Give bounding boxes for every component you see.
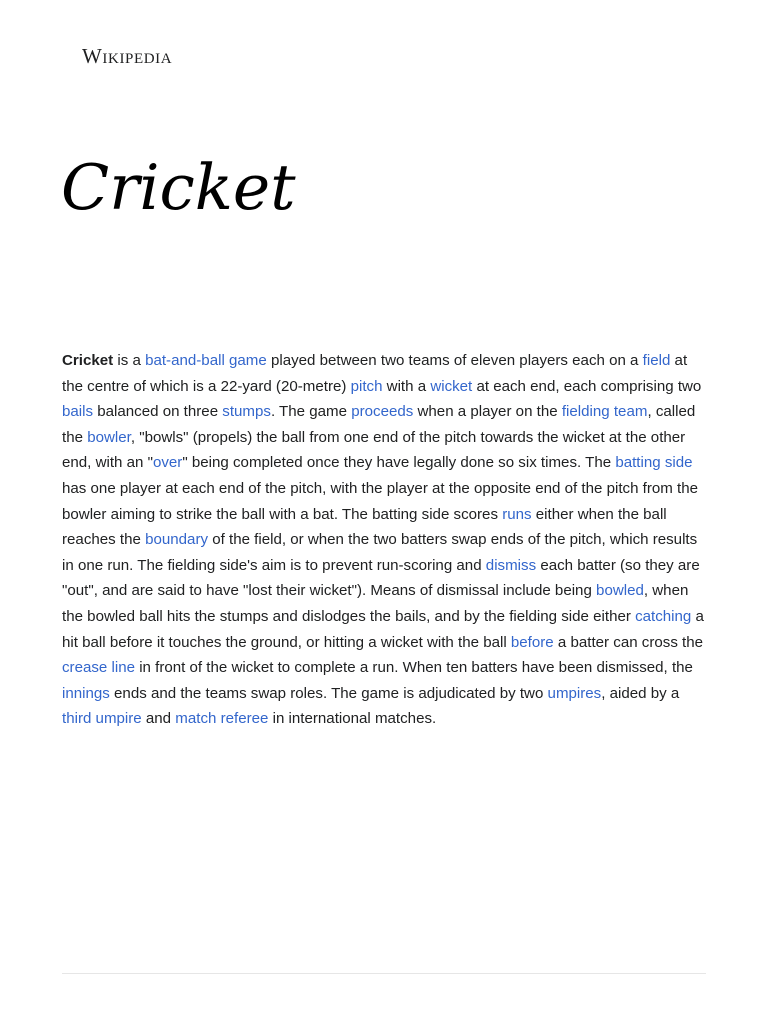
body-text: when a player on the	[413, 403, 562, 421]
link-runs[interactable]: runs	[502, 505, 532, 523]
body-text: each batter (so they are "out", and are said to have "lost their wicket"). Means of dismissal include being	[62, 556, 700, 600]
link-bails[interactable]: bails	[62, 403, 94, 421]
link-bowler[interactable]: bowler	[87, 428, 131, 446]
link-innings[interactable]: innings	[62, 684, 110, 702]
link-catching[interactable]: catching	[635, 607, 692, 625]
footer-divider	[62, 973, 706, 974]
link-wicket[interactable]: wicket	[430, 377, 473, 395]
link-before[interactable]: before	[510, 633, 554, 651]
body-text: with a	[382, 377, 431, 395]
link-boundary[interactable]: boundary	[145, 531, 209, 549]
wikipedia-logo[interactable]: Wikipedia	[82, 44, 173, 68]
article-subject-bold: Cricket	[62, 352, 114, 369]
link-pitch[interactable]: pitch	[350, 377, 383, 395]
body-text: balanced on three	[93, 403, 223, 421]
body-text: in front of the wicket to complete a run. When ten batters have been dismissed, the	[135, 659, 693, 677]
body-text: , "bowls" (propels) the ball from one end of the pitch towards the wicket at the other end, with an "	[62, 428, 686, 472]
body-text: , when the bowled ball hits the stumps and dislodges the bails, and by the fielding side either	[62, 582, 689, 625]
body-text: a hit ball before it touches the ground, or hitting a wicket with the ball	[62, 607, 704, 651]
body-text: at each end, each comprising two	[472, 377, 702, 395]
link-batting-side[interactable]: batting side	[615, 454, 693, 472]
body-text: ends and the teams swap roles. The game is adjudicated by two	[109, 684, 548, 702]
link-match-referee[interactable]: match referee	[175, 710, 269, 728]
link-stumps[interactable]: stumps	[222, 403, 271, 421]
body-text: has one player at each end of the pitch, with the player at the opposite end of the pitch from the bowler aiming to strike the ball with a bat. The batting side scores	[62, 479, 699, 523]
link-field[interactable]: field	[642, 352, 671, 369]
body-text: at the centre of which is a 22-yard (20-metre)	[62, 352, 688, 395]
link-fielding-team[interactable]: fielding team	[561, 403, 648, 421]
body-text: , aided by a	[601, 684, 680, 702]
link-crease-line[interactable]: crease line	[62, 659, 135, 677]
link-third-umpire[interactable]: third umpire	[62, 710, 142, 728]
body-text: in international matches.	[268, 710, 437, 728]
link-umpires[interactable]: umpires	[547, 684, 602, 702]
link-over[interactable]: over	[152, 454, 183, 472]
link-proceeds[interactable]: proceeds	[351, 403, 414, 421]
body-text: . The game	[270, 403, 352, 421]
page-title: Cricket	[61, 151, 296, 224]
link-bat-and-ball-game[interactable]: bat-and-ball game	[145, 352, 267, 369]
body-text: either when the ball reaches the	[62, 505, 667, 549]
body-text: of the field, or when the two batters swap ends of the pitch, which results in one run. The fielding side's aim is to prevent run-scoring and	[62, 531, 698, 574]
body-text: " being completed once they have legally done so six times. The	[182, 454, 616, 472]
body-text: a batter can cross the	[553, 633, 704, 651]
body-text: played between two teams of eleven players each on a	[266, 352, 643, 369]
link-bowled[interactable]: bowled	[596, 582, 644, 600]
body-text: is a	[113, 352, 146, 369]
article-lead-paragraph	[62, 348, 712, 732]
body-text: , called the	[62, 403, 696, 446]
body-text: and	[141, 710, 176, 728]
link-dismiss[interactable]: dismiss	[485, 556, 537, 574]
